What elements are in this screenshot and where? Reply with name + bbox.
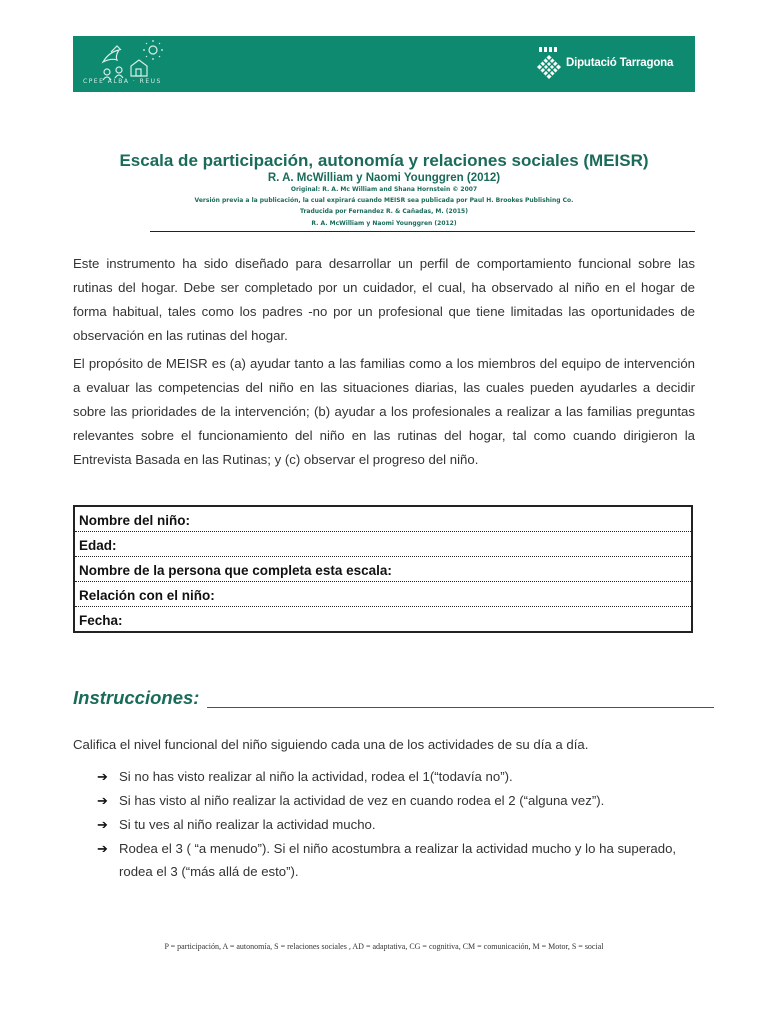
arrow-right-icon: ➔ bbox=[97, 817, 108, 832]
document-subtitle: R. A. McWilliam y Naomi Younggren (2012) bbox=[267, 172, 501, 184]
form-field-date[interactable]: Fecha: bbox=[74, 607, 692, 633]
form-field-child-name[interactable]: Nombre del niño: bbox=[74, 506, 692, 532]
list-item-text: Si no has visto realizar al niño la actividad, rodea el 1(“todavía no”). bbox=[119, 769, 513, 784]
list-item bbox=[97, 837, 697, 883]
credit-authors: R. A. McWilliam y Naomi Younggren (2012) bbox=[311, 220, 457, 227]
list-item-text: Rodea el 3 ( “a menudo”). Si el niño acostumbra a realizar la actividad mucho y lo ha superado, rodea el 3 (“más allá de esto”). bbox=[119, 841, 677, 879]
arrow-right-icon: ➔ bbox=[97, 841, 108, 856]
intro-paragraph: Este instrumento ha sido diseñado para desarrollar un perfil de comportamiento funcional sobre las rutinas del hogar. Debe ser completado por un cuidador, el cual, ha observado al niño en el hogar de forma habitual, tales como los padres -no por un profesional que tiene limitadas las oportunidades de observación en las rutinas del hogar. bbox=[73, 256, 695, 343]
header-banner bbox=[73, 36, 695, 92]
form-field-relationship[interactable]: Relación con el niño: bbox=[74, 582, 692, 607]
legend-footer: P = participación, A = autonomía, S = relaciones sociales , AD = adaptativa, CG = cognitiva, CM = comunicación, M = Motor, S = social bbox=[164, 942, 604, 951]
instructions-intro: Califica el nivel funcional del niño siguiendo cada una de los actividades de su día a día. bbox=[73, 737, 589, 752]
list-item bbox=[97, 789, 697, 812]
diputacio-emblem-icon bbox=[536, 46, 562, 82]
diputacio-logo-text: Diputació Tarragona bbox=[566, 57, 674, 69]
instructions-heading: Instrucciones: bbox=[73, 687, 200, 708]
form-row bbox=[74, 532, 692, 557]
form-field-respondent-name[interactable]: Nombre de la persona que completa esta escala: bbox=[74, 557, 692, 582]
credit-translation: Traducida por Fernandez R. & Cañadas, M. (2015) bbox=[300, 208, 468, 215]
title-divider bbox=[150, 231, 695, 232]
instructions-underline bbox=[207, 707, 714, 708]
credit-original: Original: R. A. Mc William and Shana Hornstein © 2007 bbox=[290, 186, 478, 193]
document-title: Escala de participación, autonomía y relaciones sociales (MEISR) bbox=[119, 151, 649, 170]
form-row bbox=[74, 557, 692, 582]
list-item bbox=[97, 765, 697, 788]
instructions-list bbox=[97, 765, 697, 884]
arrow-right-icon: ➔ bbox=[97, 793, 108, 808]
list-item-text: Si tu ves al niño realizar la actividad mucho. bbox=[119, 817, 376, 832]
form-row bbox=[74, 607, 692, 633]
child-info-form bbox=[73, 505, 693, 633]
credit-publication-note: Versión previa a la publicación, la cual expirará cuando MEISR sea publicada por Paul H. Brookes Publishing Co. bbox=[194, 197, 574, 204]
form-row bbox=[74, 506, 692, 532]
left-logo-text: CPEE ALBA · REUS bbox=[83, 78, 162, 85]
arrow-right-icon: ➔ bbox=[97, 769, 108, 784]
list-item bbox=[97, 813, 697, 836]
list-item-text: Si has visto al niño realizar la actividad de vez en cuando rodea el 2 (“alguna vez”). bbox=[119, 793, 605, 808]
form-row bbox=[74, 582, 692, 607]
purpose-paragraph: El propósito de MEISR es (a) ayudar tanto a las familias como a los miembros del equipo de intervención a evaluar las competencias del niño en las situaciones diarias, las cuales pueden ayudarles a decidir sobre las prioridades de la intervención; (b) ayudar a los profesionales a realizar a las familias preguntas relevantes sobre el funcionamiento del niño en las rutinas del hogar, tal como cuando dirigieron la Entrevista Basada en las Rutinas; y (c) observar el progreso del niño. bbox=[73, 356, 695, 467]
form-field-age[interactable]: Edad: bbox=[74, 532, 692, 557]
